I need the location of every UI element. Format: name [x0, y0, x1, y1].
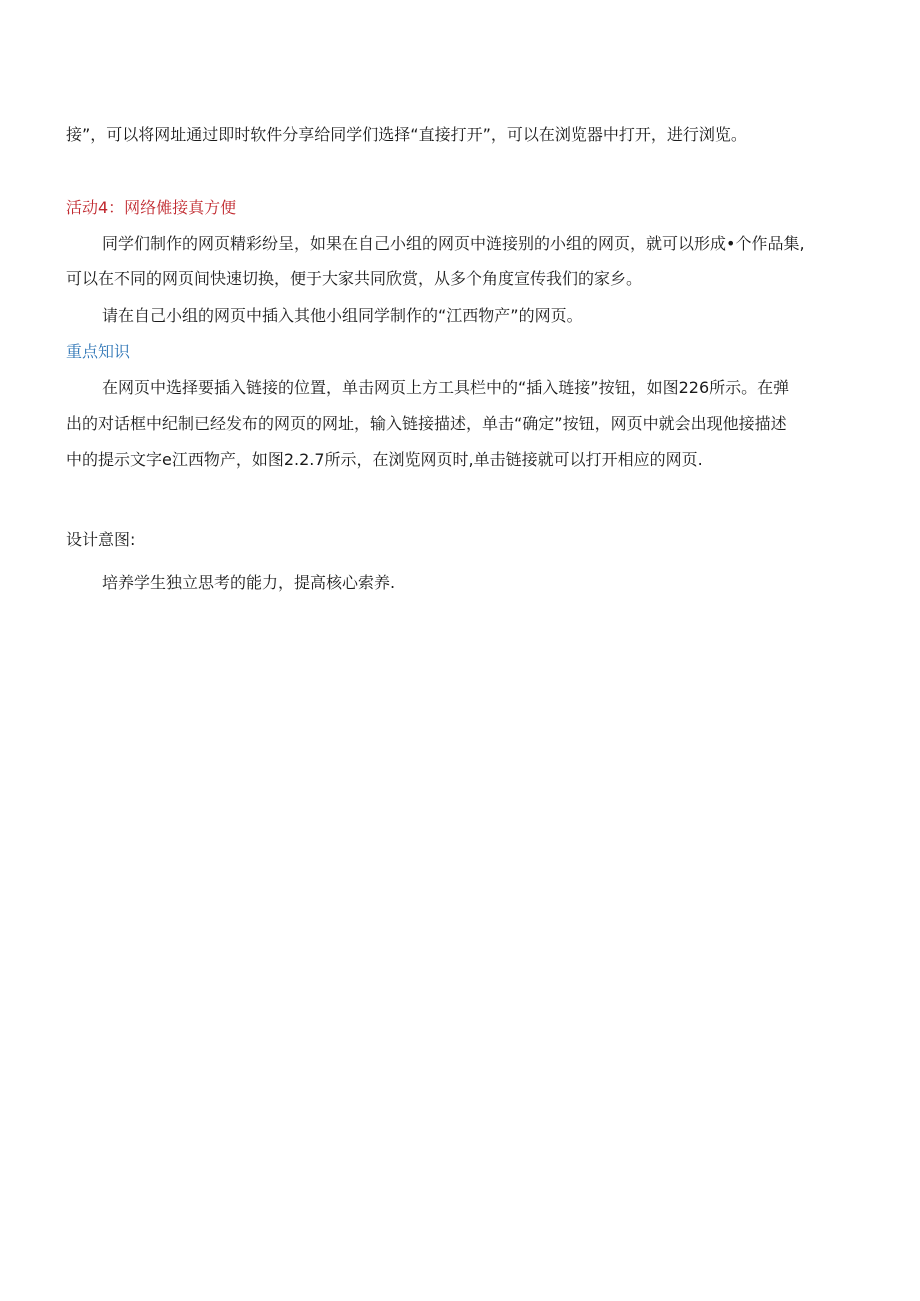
- knowledge-line-2: 出的对话框中纪制已经发布的网页的网址，输入链接描述，单击“确定”按钮，网页中就会出现他接描述: [66, 414, 787, 433]
- activity-paragraph-1-line-1: 同学们制作的网页精彩纷呈，如果在自己小组的网页中涟接别的小组的网页，就可以形成•个作品集,: [102, 234, 805, 253]
- knowledge-line-1: 在网页中选择要插入链接的位置，单击网页上方工具栏中的“插入琏接”按钮，如图226所示。在弹: [102, 378, 790, 397]
- knowledge-line-3: 中的提示文字e江西物产，如图2.2.7所示，在浏览网页时,单击链接就可以打开相应的网页.: [66, 450, 703, 469]
- intro-line: 接”，可以将网址通过即时软件分享给同学们选择“直接打开”，可以在浏览器中打开，进行浏览。: [66, 125, 747, 144]
- knowledge-heading: 重点知识: [66, 342, 131, 361]
- activity-paragraph-2: 请在自己小组的网页中插入其他小组同学制作的“江西物产”的网页。: [102, 306, 583, 325]
- design-text: 培养学生独立思考的能力，提高核心索养.: [102, 573, 396, 592]
- activity-paragraph-1-line-2: 可以在不同的网页间快速切换，便于大家共同欣赏，从多个角度宣传我们的家乡。: [66, 269, 643, 288]
- activity-heading: 活动4：网络傩接真方便: [66, 198, 237, 217]
- design-heading: 设计意图:: [66, 530, 136, 549]
